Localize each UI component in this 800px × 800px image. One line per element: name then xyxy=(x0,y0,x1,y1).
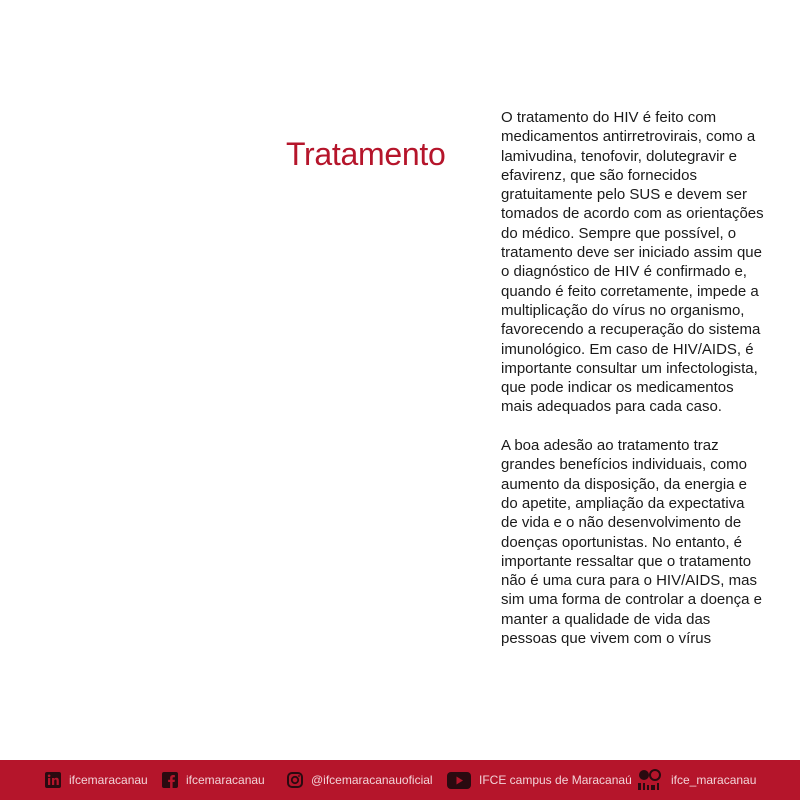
text-line: que pode indicar os medicamentos xyxy=(501,379,734,397)
text-line: O tratamento do HIV é feito com xyxy=(501,109,717,126)
text-line: aumento da disposição, da energia e xyxy=(501,475,748,493)
page-title: Tratamento xyxy=(286,136,446,172)
text-line: efavirenz, que são fornecidos xyxy=(501,166,697,184)
text-line: manter a qualidade de vida das xyxy=(501,610,711,628)
social-label: ifcemaracanau xyxy=(69,773,148,787)
text-line: importante consultar um infectologista, xyxy=(501,359,758,377)
text-line: importante ressaltar que o tratamento xyxy=(501,552,752,570)
text-line: doenças oportunistas. No entanto, é xyxy=(501,533,742,551)
text-line: gratuitamente pelo SUS e devem ser xyxy=(501,186,747,204)
social-link-linkedin[interactable] xyxy=(45,760,148,800)
text-line: lamivudina, tenofovir, dolutegravir e xyxy=(501,147,737,165)
social-link-youtube[interactable] xyxy=(447,760,632,800)
text-line: do médico. Sempre que possível, o xyxy=(501,224,737,242)
facebook-icon xyxy=(162,772,178,788)
paragraph-1 xyxy=(501,108,769,417)
text-line: sim uma forma de controlar a doença e xyxy=(501,591,762,609)
text-line: pessoas que vivem com o vírus xyxy=(501,630,712,648)
text-line: mais adequados para cada caso. xyxy=(501,398,722,416)
text-line: tratamento deve ser iniciado assim que xyxy=(501,244,762,262)
text-line: A boa adesão ao tratamento traz xyxy=(501,437,719,455)
youtube-icon xyxy=(447,772,471,789)
paragraph-2 xyxy=(501,436,769,648)
social-link-flickr[interactable] xyxy=(637,760,756,800)
text-line: o diagnóstico de HIV é confirmado e, xyxy=(501,263,747,281)
footer-bar xyxy=(0,760,800,800)
text-line: não é uma cura para o HIV/AIDS, mas xyxy=(501,572,757,590)
social-link-facebook[interactable] xyxy=(162,760,265,800)
text-line: imunológico. Em caso de HIV/AIDS, é xyxy=(501,340,754,358)
text-line: favorecendo a recuperação do sistema xyxy=(501,321,761,339)
social-label: @ifcemaracanauoficial xyxy=(311,773,433,787)
social-link-instagram[interactable] xyxy=(287,760,433,800)
text-line: grandes benefícios individuais, como xyxy=(501,456,747,474)
social-label: ifce_maracanau xyxy=(671,773,757,787)
text-line: medicamentos antirretrovirais, como a xyxy=(501,128,756,146)
social-label: ifcemaracanau xyxy=(186,773,265,787)
linkedin-icon xyxy=(45,772,61,788)
social-label: IFCE campus de Maracanaú xyxy=(479,773,632,787)
text-line: do apetite, ampliação da expectativa xyxy=(501,494,745,512)
text-line: quando é feito corretamente, impede a xyxy=(501,282,759,300)
text-line: tomados de acordo com as orientações xyxy=(501,205,764,223)
flickr-icon xyxy=(637,768,663,792)
instagram-icon xyxy=(287,772,303,788)
text-line: multiplicação do vírus no organismo, xyxy=(501,301,745,319)
body-text xyxy=(501,108,769,648)
text-line: de vida e o não desenvolvimento de xyxy=(501,514,742,532)
